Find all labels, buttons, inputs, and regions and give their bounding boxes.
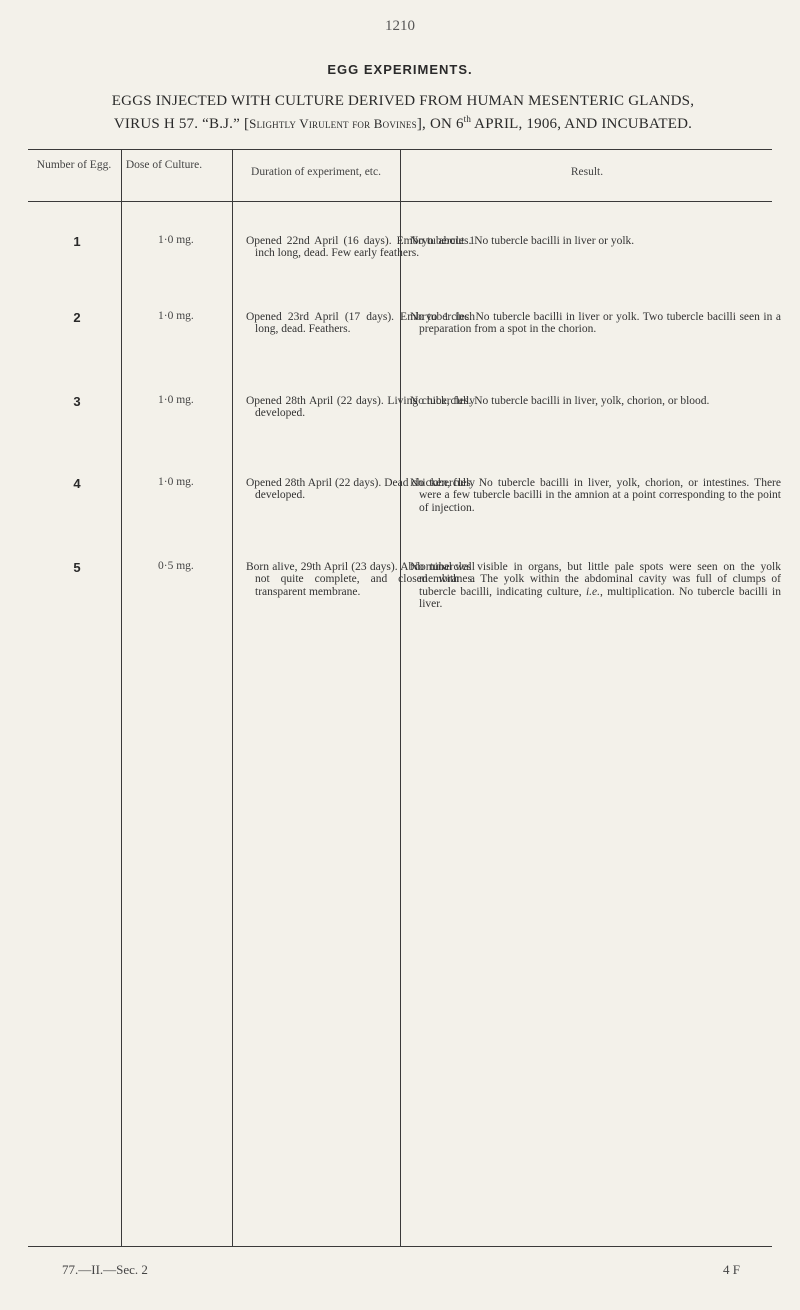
page-number: 1210 [385,18,415,34]
egg-number: 1 [73,234,81,249]
dose-value: 1·0 mg. [158,476,194,488]
result-text: No tubercles. No tubercle bacilli in liver or yolk. Two tubercle bacilli seen in a preparation from a spot in the chorion. [410,311,781,336]
dose-value: 0·5 mg. [158,560,194,572]
dose-value: 1·0 mg. [158,394,194,406]
column-divider-1 [121,149,122,1246]
result-text: No tubercles. No tubercle bacilli in liver, yolk, chorion, or intestines. There were a few tubercle bacilli in the amnion at a point corresponding to the point of injection. [410,477,781,514]
result-text: No tubercles visible in organs, but little pale spots were seen on the yolk membranes. The yolk within the abdominal cavity was full of clumps of tubercle bacilli, indicating culture, i.e., multiplication. No tubercle bacilli in liver. [410,561,781,611]
footer-signature: 77.—II.—Sec. 2 [62,1262,148,1277]
duration-text: Opened 22nd April (16 days). Embryo about 1 inch long, dead. Few early feathers. [246,235,475,260]
duration-text: Opened 28th April (22 days). Dead chicken, fully developed. [246,477,475,502]
egg-number: 4 [73,476,81,491]
header-dose-of-culture: Dose of Culture. [125,159,203,171]
footer-sheet-mark: 4 F [723,1262,740,1277]
header-result: Result. [570,166,604,178]
result-text: No tubercles. No tubercle bacilli in liver, yolk, chorion, or blood. [410,395,710,407]
duration-text: Born alive, 29th April (23 days). Abdominal wall not quite complete, and closed with a transparent membrane. [246,561,475,598]
document-subtitle [28,92,778,133]
subtitle-line-1: EGGS INJECTED WITH CULTURE DERIVED FROM HUMAN MESENTERIC GLANDS, [111,93,695,109]
dose-value: 1·0 mg. [158,234,194,246]
column-divider-2 [232,149,233,1246]
duration-text: Opened 23rd April (17 days). Embryo 1 inch long, dead. Feathers. [246,311,475,336]
duration-text: Opened 28th April (22 days). Living chick, fully developed. [246,395,475,420]
egg-number: 3 [73,394,81,409]
header-number-of-egg: Number of Egg. [36,159,112,171]
document-title: EGG EXPERIMENTS. [327,62,473,77]
header-duration: Duration of experiment, etc. [251,166,381,178]
egg-number: 2 [73,310,81,325]
table-bottom-rule [28,1246,772,1247]
subtitle-line-2: VIRUS H 57. “B.J.” [Slightly Virulent for Bovines], ON 6th APRIL, 1906, AND INCUBATED. [113,114,693,132]
dose-value: 1·0 mg. [158,310,194,322]
result-text: No tubercles. No tubercle bacilli in liver or yolk. [410,235,635,247]
egg-number: 5 [73,560,81,575]
